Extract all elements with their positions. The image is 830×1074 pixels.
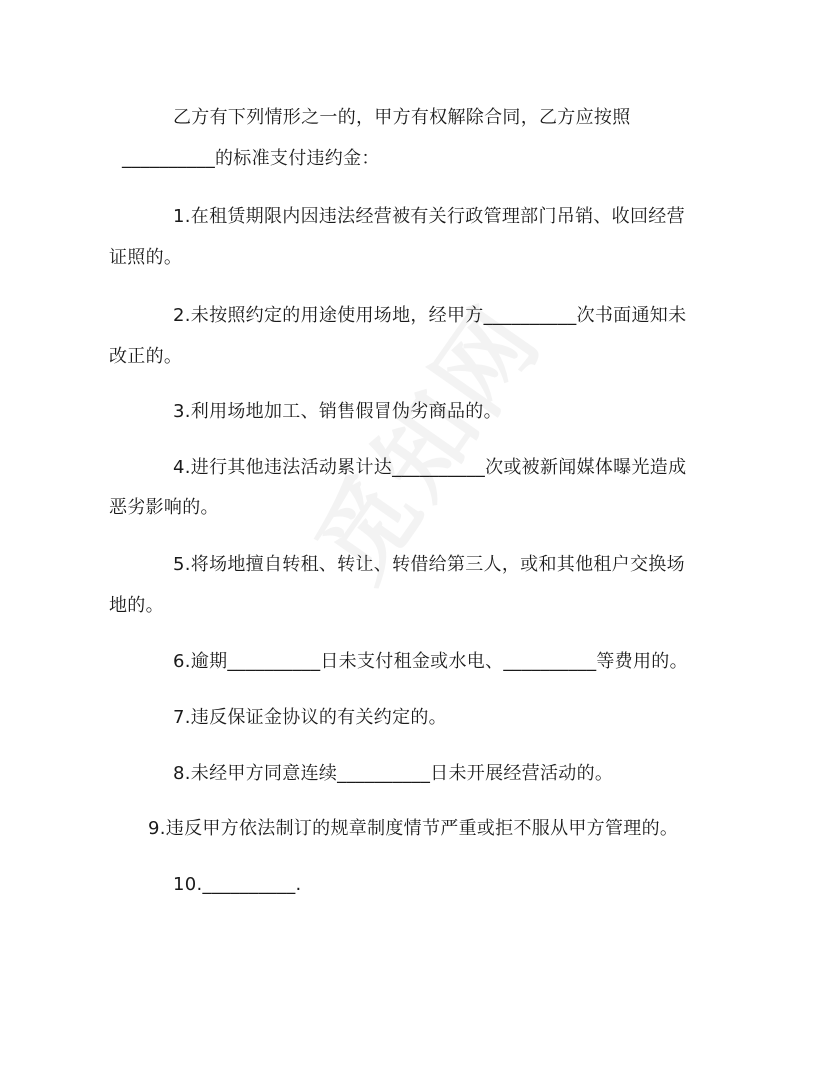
clause-4-line-2: 恶劣影响的。 (109, 497, 219, 518)
intro-line-2: __________的标准支付违约金： (122, 148, 380, 169)
clause-2-line-2: 改正的。 (109, 346, 183, 367)
clause-7: 7.违反保证金协议的有关约定的。 (173, 707, 447, 728)
clause-5-line-1: 5.将场地擅自转租、转让、转借给第三人，或和其他租户交换场 (173, 554, 685, 575)
clause-8: 8.未经甲方同意连续__________日未开展经营活动的。 (173, 763, 614, 784)
clause-2-line-1: 2.未按照约定的用途使用场地，经甲方__________次书面通知未 (173, 305, 687, 326)
clause-9: 9.违反甲方依法制订的规章制度情节严重或拒不服从甲方管理的。 (148, 818, 679, 839)
clause-10: 10.__________. (173, 874, 302, 895)
clause-1-line-1: 1.在租赁期限内因违法经营被有关行政管理部门吊销、收回经营 (173, 206, 685, 227)
clause-6: 6.逾期__________日未支付租金或水电、__________等费用的。 (173, 651, 688, 672)
clause-1-line-2: 证照的。 (109, 247, 183, 268)
clause-3: 3.利用场地加工、销售假冒伪劣商品的。 (173, 401, 502, 422)
clause-5-line-2: 地的。 (109, 595, 164, 616)
clause-4-line-1: 4.进行其他违法活动累计达__________次或被新闻媒体曝光造成 (173, 457, 687, 478)
intro-line-1: 乙方有下列情形之一的，甲方有权解除合同，乙方应按照 (173, 107, 631, 128)
